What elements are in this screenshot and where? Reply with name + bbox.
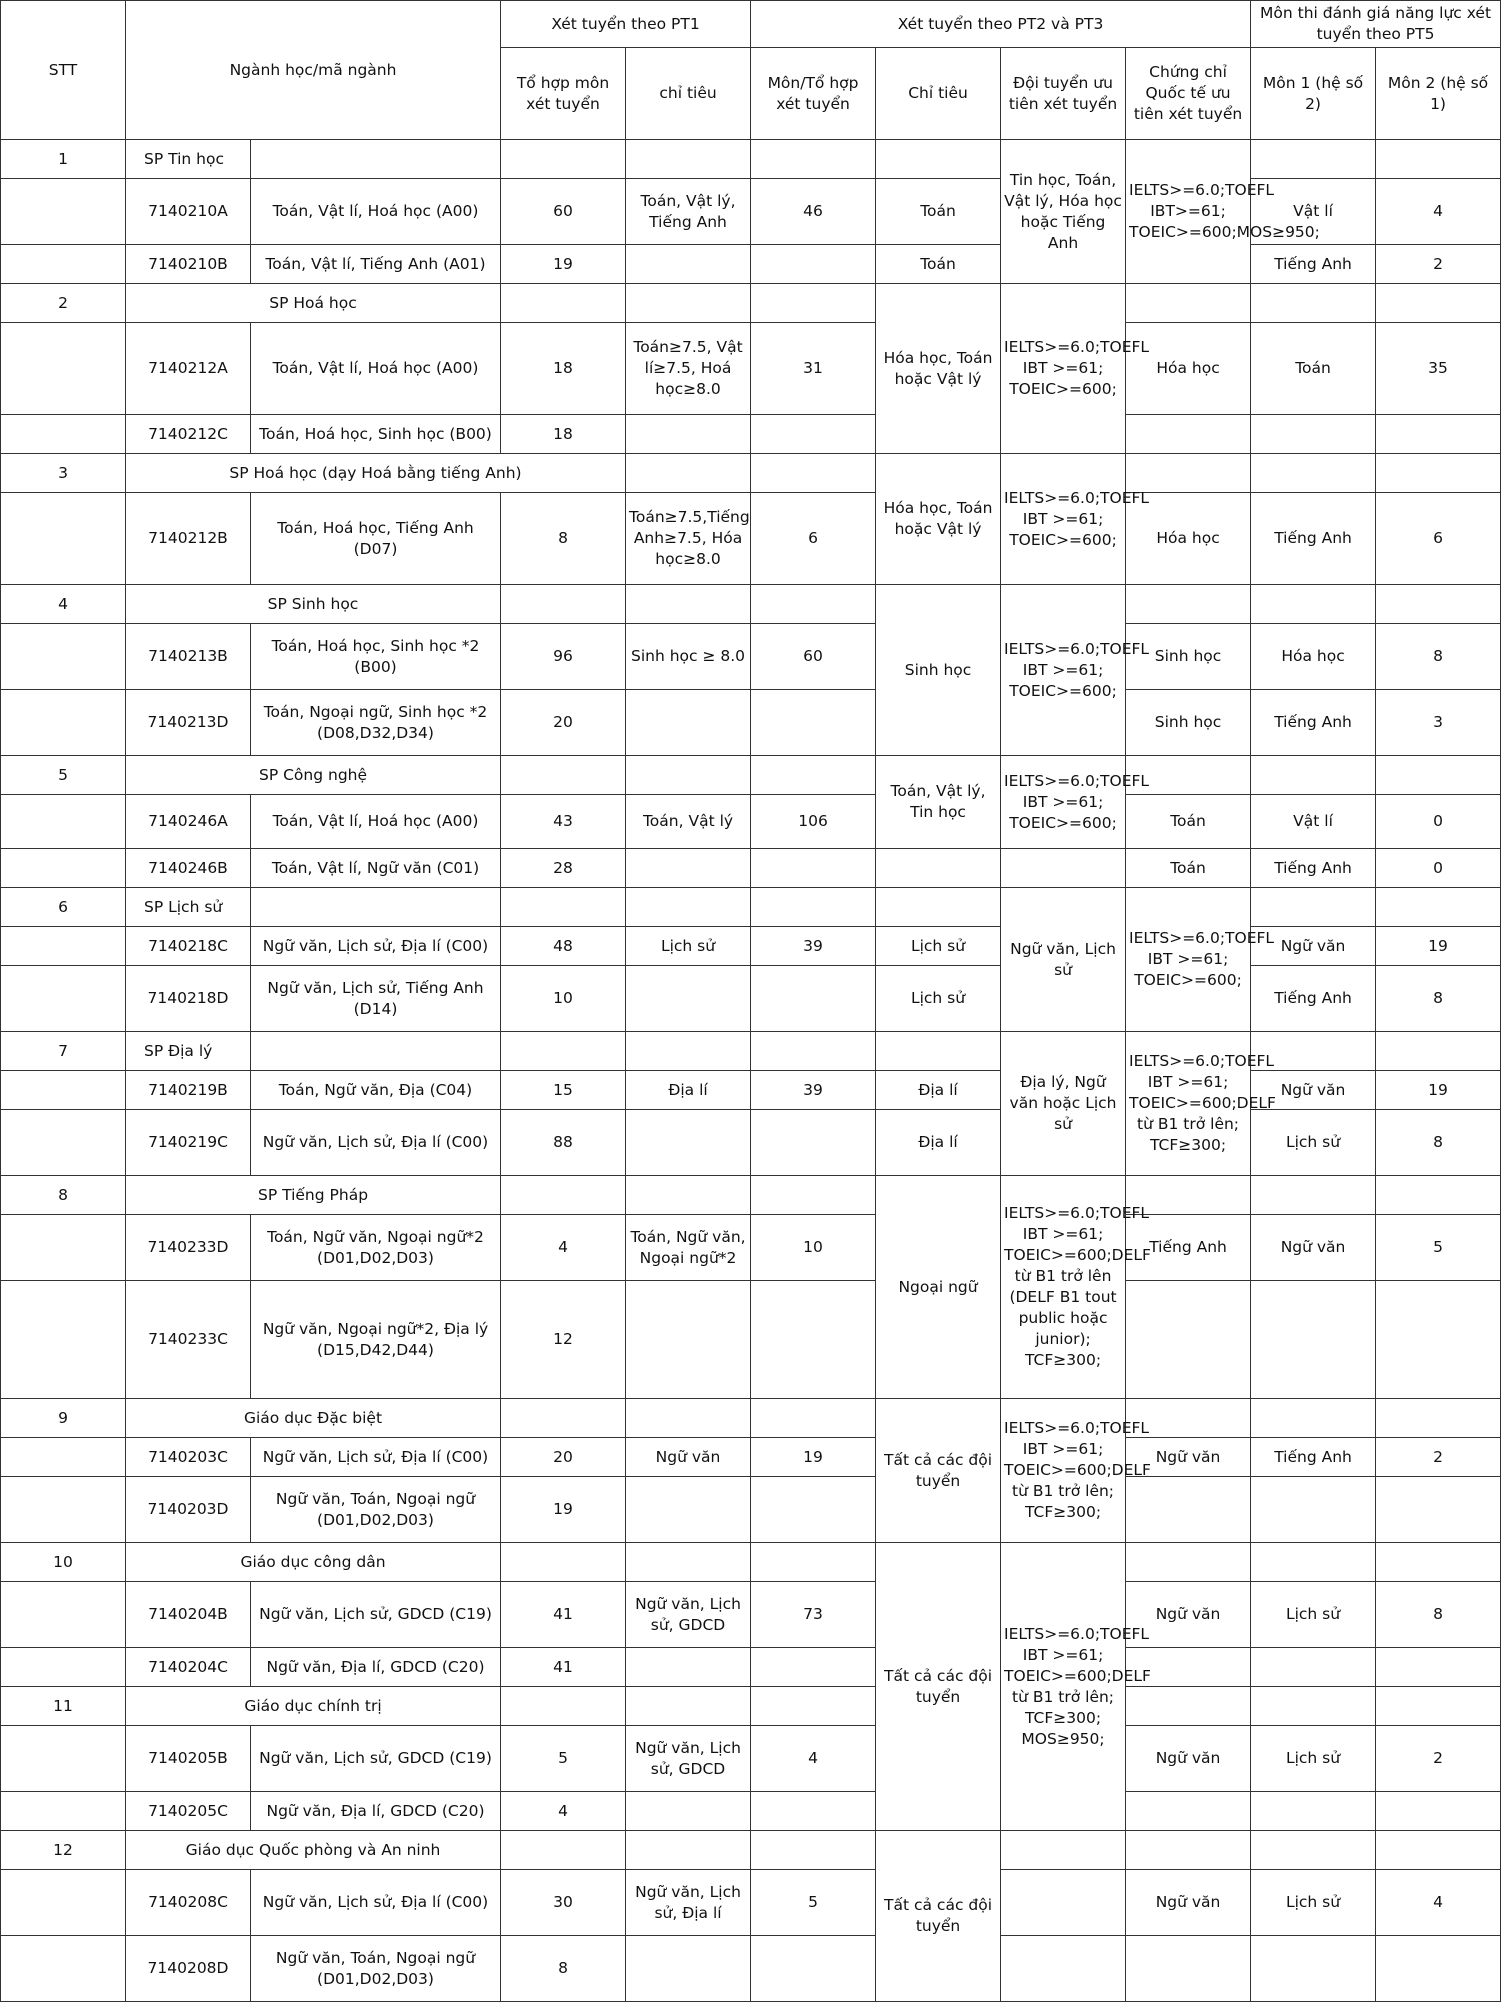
header-to-hop: Tổ hợp môn xét tuyển [501,48,626,140]
certificates: IELTS>=6.0;TOEFL IBT >=61; TOEIC>=600;DELF từ B1 trở lên; TCF≥300; MOS≥950; [1001,1543,1126,1831]
pt23-quota: 31 [751,323,876,415]
header-mon-to-hop: Môn/Tổ hợp xét tuyển [751,48,876,140]
major-code: 7140205B [126,1726,251,1792]
pt5-subject2: Vật lí [1251,795,1376,849]
group-name: Giáo dục công dân [126,1543,501,1582]
pt5-subject2: Tiếng Anh [1251,966,1376,1032]
major-code: 7140233D [126,1215,251,1281]
pt1-combo: Ngữ văn, Lịch sử, Địa lí (C00) [251,1110,501,1176]
pt5-quota: 19 [1376,1071,1501,1110]
pt5-subject1: Sinh học [1126,624,1251,690]
pt1-quota: 15 [501,1071,626,1110]
pt5-subject2: Tiếng Anh [1251,245,1376,284]
pt1-combo: Toán, Hoá học, Sinh học *2 (B00) [251,624,501,690]
pt1-combo: Ngữ văn, Lịch sử, Địa lí (C00) [251,927,501,966]
priority-team: Tất cả các đội tuyển [876,1399,1001,1543]
pt5-subject2: Lịch sử [1251,1870,1376,1936]
header-doi-tuyen: Đội tuyển ưu tiên xét tuyển [1001,48,1126,140]
group-stt: 4 [1,585,126,624]
pt1-combo: Ngữ văn, Lịch sử, Địa lí (C00) [251,1438,501,1477]
pt23-quota: 4 [751,1726,876,1792]
pt1-combo: Ngữ văn, Địa lí, GDCD (C20) [251,1792,501,1831]
pt5-subject1: Toán [876,179,1001,245]
group-stt: 1 [1,140,126,179]
certificates: IELTS>=6.0;TOEFL IBT >=61; TOEIC>=600;DELF từ B1 trở lên; TCF≥300; [1126,1032,1251,1176]
priority-team: Hóa học, Toán hoặc Vật lý [876,284,1001,454]
pt1-quota: 43 [501,795,626,849]
pt5-quota: 2 [1376,245,1501,284]
pt5-quota: 0 [1376,795,1501,849]
header-pt23: Xét tuyển theo PT2 và PT3 [751,1,1251,48]
pt1-quota: 20 [501,1438,626,1477]
pt5-quota: 4 [1376,179,1501,245]
pt23-combo: Ngữ văn, Lịch sử, GDCD [626,1726,751,1792]
pt1-combo: Toán, Vật lí, Hoá học (A00) [251,323,501,415]
major-code: 7140205C [126,1792,251,1831]
header-pt5: Môn thi đánh giá năng lực xét tuyển theo PT5 [1251,1,1501,48]
group-stt: 6 [1,888,126,927]
pt5-subject1: Lịch sử [876,966,1001,1032]
pt5-quota: 8 [1376,1582,1501,1648]
group-stt: 2 [1,284,126,323]
priority-team: Tất cả các đội tuyển [876,1543,1001,1831]
pt23-quota: 6 [751,493,876,585]
pt1-combo: Ngữ văn, Lịch sử, Tiếng Anh (D14) [251,966,501,1032]
certificates: IELTS>=6.0;TOEFL IBT>=61; TOEIC>=600;MOS≥950; [1126,140,1251,284]
pt1-quota: 28 [501,849,626,888]
major-code: 7140218C [126,927,251,966]
pt1-quota: 12 [501,1281,626,1399]
major-code: 7140208C [126,1870,251,1936]
group-name: Giáo dục Đặc biệt [126,1399,501,1438]
pt23-combo: Toán≥7.5, Vật lí≥7.5, Hoá học≥8.0 [626,323,751,415]
certificates: IELTS>=6.0;TOEFL IBT >=61; TOEIC>=600; [1001,454,1126,585]
header-stt: STT [1,1,126,140]
pt5-quota: 2 [1376,1438,1501,1477]
certificates: IELTS>=6.0;TOEFL IBT >=61; TOEIC>=600; [1001,585,1126,756]
certificates: IELTS>=6.0;TOEFL IBT >=61; TOEIC>=600; [1001,756,1126,849]
pt23-combo: Toán, Vật lý [626,795,751,849]
major-code: 7140212B [126,493,251,585]
pt1-combo: Toán, Vật lí, Hoá học (A00) [251,795,501,849]
pt5-quota: 0 [1376,849,1501,888]
pt5-subject2: Tiếng Anh [1251,690,1376,756]
pt1-quota: 4 [501,1792,626,1831]
major-code: 7140213B [126,624,251,690]
pt5-quota: 8 [1376,966,1501,1032]
pt5-subject1: Tiếng Anh [1126,1215,1251,1281]
pt5-subject2: Hóa học [1251,624,1376,690]
major-code: 7140204C [126,1648,251,1687]
major-code: 7140246B [126,849,251,888]
priority-team: Tất cả các đội tuyển [876,1831,1001,2002]
major-code: 7140212C [126,415,251,454]
pt1-quota: 88 [501,1110,626,1176]
pt23-combo: Ngữ văn [626,1438,751,1477]
pt5-quota: 8 [1376,624,1501,690]
pt1-combo: Ngữ văn, Lịch sử, GDCD (C19) [251,1582,501,1648]
pt1-quota: 8 [501,493,626,585]
pt5-subject1: Hóa học [1126,323,1251,415]
pt1-combo: Toán, Vật lí, Hoá học (A00) [251,179,501,245]
pt23-quota: 39 [751,1071,876,1110]
pt23-quota: 39 [751,927,876,966]
pt5-subject2: Tiếng Anh [1251,849,1376,888]
pt1-quota: 48 [501,927,626,966]
pt1-combo: Toán, Ngữ văn, Ngoại ngữ*2 (D01,D02,D03) [251,1215,501,1281]
pt1-quota: 41 [501,1582,626,1648]
pt1-combo: Ngữ văn, Toán, Ngoại ngữ (D01,D02,D03) [251,1936,501,2002]
pt5-quota: 4 [1376,1870,1501,1936]
pt1-quota: 41 [501,1648,626,1687]
pt5-subject2: Lịch sử [1251,1726,1376,1792]
major-code: 7140219B [126,1071,251,1110]
pt23-quota: 46 [751,179,876,245]
priority-team: Tin học, Toán, Vật lý, Hóa học hoặc Tiếng Anh [1001,140,1126,284]
pt5-subject2: Ngữ văn [1251,1071,1376,1110]
pt1-quota: 18 [501,415,626,454]
major-code: 7140218D [126,966,251,1032]
pt5-quota: 3 [1376,690,1501,756]
major-code: 7140203C [126,1438,251,1477]
priority-team: Sinh học [876,585,1001,756]
group-stt: 3 [1,454,126,493]
pt5-subject1: Toán [1126,795,1251,849]
pt5-subject1: Toán [1126,849,1251,888]
pt5-quota: 19 [1376,927,1501,966]
pt5-quota: 2 [1376,1726,1501,1792]
priority-team: Toán, Vật lý, Tin học [876,756,1001,849]
major-code: 7140210B [126,245,251,284]
pt23-combo: Toán, Ngữ văn, Ngoại ngữ*2 [626,1215,751,1281]
priority-team: Địa lý, Ngữ văn hoặc Lịch sử [1001,1032,1126,1176]
group-name: Giáo dục Quốc phòng và An ninh [126,1831,501,1870]
pt5-quota: 8 [1376,1110,1501,1176]
pt5-subject1: Ngữ văn [1126,1870,1251,1936]
pt1-combo: Toán, Vật lí, Ngữ văn (C01) [251,849,501,888]
pt1-quota: 4 [501,1215,626,1281]
pt5-subject2: Lịch sử [1251,1110,1376,1176]
pt5-subject2: Tiếng Anh [1251,493,1376,585]
pt23-quota: 19 [751,1438,876,1477]
major-code: 7140203D [126,1477,251,1543]
group-name: SP Hoá học (dạy Hoá bằng tiếng Anh) [126,454,626,493]
pt23-combo: Lịch sử [626,927,751,966]
group-stt: 7 [1,1032,126,1071]
pt5-subject2: Ngữ văn [1251,927,1376,966]
pt5-subject2: Lịch sử [1251,1582,1376,1648]
pt1-quota: 10 [501,966,626,1032]
group-stt: 9 [1,1399,126,1438]
pt1-combo: Ngữ văn, Địa lí, GDCD (C20) [251,1648,501,1687]
header-pt1: Xét tuyển theo PT1 [501,1,751,48]
pt1-combo: Ngữ văn, Lịch sử, Địa lí (C00) [251,1870,501,1936]
pt5-subject1: Toán [876,245,1001,284]
major-code: 7140213D [126,690,251,756]
pt5-quota: 6 [1376,493,1501,585]
group-name: SP Hoá học [126,284,501,323]
pt5-subject1: Ngữ văn [1126,1438,1251,1477]
pt5-subject2: Vật lí [1251,179,1376,245]
certificates: IELTS>=6.0;TOEFL IBT >=61; TOEIC>=600; [1126,888,1251,1032]
group-name: SP Tin học [126,140,251,179]
pt23-combo: Ngữ văn, Lịch sử, GDCD [626,1582,751,1648]
pt1-combo: Toán, Vật lí, Tiếng Anh (A01) [251,245,501,284]
pt23-combo: Địa lí [626,1071,751,1110]
header-chi-tieu-pt1: chỉ tiêu [626,48,751,140]
pt1-quota: 20 [501,690,626,756]
header-chung-chi: Chứng chỉ Quốc tế ưu tiên xét tuyển [1126,48,1251,140]
pt23-quota: 60 [751,624,876,690]
pt1-combo: Ngữ văn, Toán, Ngoại ngữ (D01,D02,D03) [251,1477,501,1543]
pt5-subject1: Sinh học [1126,690,1251,756]
group-stt: 8 [1,1176,126,1215]
pt23-quota: 73 [751,1582,876,1648]
pt1-quota: 5 [501,1726,626,1792]
pt5-quota: 5 [1376,1215,1501,1281]
pt1-quota: 19 [501,1477,626,1543]
pt1-combo: Ngữ văn, Ngoại ngữ*2, Địa lý (D15,D42,D44) [251,1281,501,1399]
certificates: IELTS>=6.0;TOEFL IBT >=61; TOEIC>=600;DELF từ B1 trở lên (DELF B1 tout public hoặc junior); TCF≥300; [1001,1176,1126,1399]
header-nganh: Ngành học/mã ngành [126,1,501,140]
pt5-subject2: Toán [1251,323,1376,415]
pt1-quota: 8 [501,1936,626,2002]
pt5-quota: 35 [1376,323,1501,415]
major-code: 7140246A [126,795,251,849]
pt1-combo: Toán, Ngữ văn, Địa (C04) [251,1071,501,1110]
group-name: Giáo dục chính trị [126,1687,501,1726]
pt5-subject1: Lịch sử [876,927,1001,966]
group-stt: 10 [1,1543,126,1582]
group-name: SP Lịch sử [126,888,251,927]
pt1-quota: 96 [501,624,626,690]
pt23-quota: 5 [751,1870,876,1936]
pt1-combo: Ngữ văn, Lịch sử, GDCD (C19) [251,1726,501,1792]
pt5-subject2: Tiếng Anh [1251,1438,1376,1477]
group-stt: 12 [1,1831,126,1870]
group-stt: 5 [1,756,126,795]
priority-team: Ngoại ngữ [876,1176,1001,1399]
header-chi-tieu-pt23: Chỉ tiêu [876,48,1001,140]
pt23-combo: Toán≥7.5,Tiếng Anh≥7.5, Hóa học≥8.0 [626,493,751,585]
priority-team: Hóa học, Toán hoặc Vật lý [876,454,1001,585]
certificates: IELTS>=6.0;TOEFL IBT >=61; TOEIC>=600; [1001,284,1126,454]
pt1-quota: 18 [501,323,626,415]
major-code: 7140219C [126,1110,251,1176]
pt1-combo: Toán, Ngoại ngữ, Sinh học *2 (D08,D32,D34) [251,690,501,756]
group-name: SP Sinh học [126,585,501,624]
header-mon2: Môn 2 (hệ số 1) [1376,48,1501,140]
header-mon1: Môn 1 (hệ số 2) [1251,48,1376,140]
pt23-combo: Toán, Vật lý, Tiếng Anh [626,179,751,245]
certificates: IELTS>=6.0;TOEFL IBT >=61; TOEIC>=600;DELF từ B1 trở lên; TCF≥300; [1001,1399,1126,1543]
pt1-combo: Toán, Hoá học, Sinh học (B00) [251,415,501,454]
pt5-subject2: Ngữ văn [1251,1215,1376,1281]
group-stt: 11 [1,1687,126,1726]
pt23-combo: Ngữ văn, Lịch sử, Địa lí [626,1870,751,1936]
major-code: 7140208D [126,1936,251,2002]
pt5-subject1: Địa lí [876,1071,1001,1110]
priority-team: Ngữ văn, Lịch sử [1001,888,1126,1032]
pt5-subject1: Ngữ văn [1126,1582,1251,1648]
major-code: 7140212A [126,323,251,415]
pt5-subject1: Ngữ văn [1126,1726,1251,1792]
pt1-quota: 60 [501,179,626,245]
pt23-combo: Sinh học ≥ 8.0 [626,624,751,690]
pt23-quota: 106 [751,795,876,849]
pt5-subject1: Hóa học [1126,493,1251,585]
group-name: SP Tiếng Pháp [126,1176,501,1215]
group-name: SP Công nghệ [126,756,501,795]
pt1-combo: Toán, Hoá học, Tiếng Anh (D07) [251,493,501,585]
pt1-quota: 30 [501,1870,626,1936]
major-code: 7140204B [126,1582,251,1648]
pt23-quota: 10 [751,1215,876,1281]
pt5-subject1: Địa lí [876,1110,1001,1176]
major-code: 7140210A [126,179,251,245]
pt1-quota: 19 [501,245,626,284]
group-name: SP Địa lý [126,1032,251,1071]
major-code: 7140233C [126,1281,251,1399]
